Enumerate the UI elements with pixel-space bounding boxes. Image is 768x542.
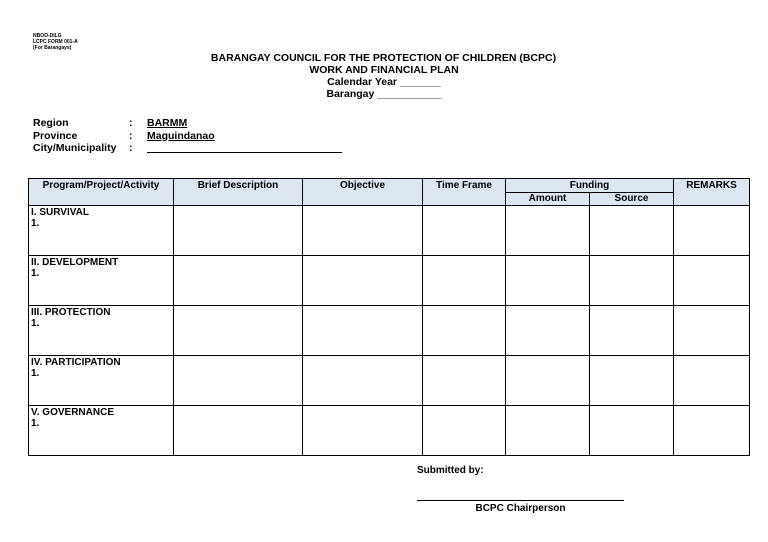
description-cell[interactable] xyxy=(174,406,303,456)
city-row xyxy=(33,142,342,155)
colon: : xyxy=(129,129,133,142)
source-cell[interactable] xyxy=(590,406,674,456)
province-label: Province xyxy=(33,129,78,142)
item-number: 1. xyxy=(31,218,40,229)
table-row xyxy=(29,256,750,306)
time-frame-cell[interactable] xyxy=(423,356,506,406)
col-header-objective: Objective xyxy=(303,179,423,206)
time-frame-cell[interactable] xyxy=(423,256,506,306)
remarks-cell[interactable] xyxy=(674,406,750,456)
barangay-field: Barangay ___________ xyxy=(326,88,442,100)
time-frame-cell[interactable] xyxy=(423,406,506,456)
description-cell[interactable] xyxy=(174,256,303,306)
objective-cell[interactable] xyxy=(303,256,423,306)
remarks-cell[interactable] xyxy=(674,306,750,356)
amount-cell[interactable] xyxy=(506,206,590,256)
amount-cell[interactable] xyxy=(506,306,590,356)
col-header-description: Brief Description xyxy=(174,179,303,206)
time-frame-cell[interactable] xyxy=(423,206,506,256)
form-code-line: LCPC FORM 001-A xyxy=(33,39,78,45)
section-cell[interactable] xyxy=(29,406,174,456)
item-number: 1. xyxy=(31,418,40,429)
form-code-line: (For Barangays) xyxy=(33,45,72,51)
time-frame-cell[interactable] xyxy=(423,306,506,356)
item-number: 1. xyxy=(31,318,40,329)
table-row xyxy=(29,206,750,256)
col-header-source: Source xyxy=(590,193,674,206)
source-cell[interactable] xyxy=(590,206,674,256)
colon: : xyxy=(129,142,133,154)
region-row xyxy=(33,117,342,130)
objective-cell[interactable] xyxy=(303,306,423,356)
description-cell[interactable] xyxy=(174,356,303,406)
section-title: III. PROTECTION xyxy=(31,307,111,318)
section-cell[interactable] xyxy=(29,206,174,256)
submitted-by-label: Submitted by: xyxy=(417,465,484,476)
description-cell[interactable] xyxy=(174,206,303,256)
region-value: BARMM xyxy=(147,117,188,129)
source-cell[interactable] xyxy=(590,256,674,306)
col-header-program: Program/Project/Activity xyxy=(29,179,174,206)
amount-cell[interactable] xyxy=(506,356,590,406)
province-value: Maguindanao xyxy=(147,129,215,142)
section-title: IV. PARTICIPATION xyxy=(31,357,121,368)
remarks-cell[interactable] xyxy=(674,256,750,306)
section-cell[interactable] xyxy=(29,306,174,356)
document-header xyxy=(0,52,768,100)
col-header-time-frame: Time Frame xyxy=(423,179,506,206)
col-header-funding: Funding xyxy=(506,179,674,193)
col-header-remarks: REMARKS xyxy=(674,179,750,206)
amount-cell[interactable] xyxy=(506,256,590,306)
table-row xyxy=(29,356,750,406)
col-header-amount: Amount xyxy=(506,193,590,206)
section-title: II. DEVELOPMENT xyxy=(31,257,119,268)
section-cell[interactable] xyxy=(29,356,174,406)
chairperson-label: BCPC Chairperson xyxy=(475,503,566,514)
city-blank-line xyxy=(147,142,342,153)
calendar-year-field: Calendar Year _______ xyxy=(327,76,441,88)
section-title: I. SURVIVAL xyxy=(31,207,89,218)
form-code xyxy=(33,33,78,51)
table-row xyxy=(29,406,750,456)
city-label: City/Municipality xyxy=(33,142,117,154)
source-cell[interactable] xyxy=(590,356,674,406)
document-subtitle: WORK AND FINANCIAL PLAN xyxy=(309,64,459,76)
objective-cell[interactable] xyxy=(303,356,423,406)
signature-line xyxy=(417,500,624,501)
region-label: Region xyxy=(33,117,69,129)
item-number: 1. xyxy=(31,368,40,379)
document-title: BARANGAY COUNCIL FOR THE PROTECTION OF CHILDREN (BCPC) xyxy=(210,52,557,64)
work-plan-table xyxy=(28,178,750,456)
remarks-cell[interactable] xyxy=(674,356,750,406)
description-cell[interactable] xyxy=(174,306,303,356)
colon: : xyxy=(129,117,133,129)
source-cell[interactable] xyxy=(590,306,674,356)
objective-cell[interactable] xyxy=(303,206,423,256)
amount-cell[interactable] xyxy=(506,406,590,456)
item-number: 1. xyxy=(31,268,40,279)
remarks-cell[interactable] xyxy=(674,206,750,256)
location-info xyxy=(33,117,342,155)
section-title: V. GOVERNANCE xyxy=(31,407,114,418)
province-row xyxy=(33,130,342,143)
section-cell[interactable] xyxy=(29,256,174,306)
objective-cell[interactable] xyxy=(303,406,423,456)
table-row xyxy=(29,306,750,356)
form-code-line: NBOO-DILG xyxy=(33,33,62,39)
